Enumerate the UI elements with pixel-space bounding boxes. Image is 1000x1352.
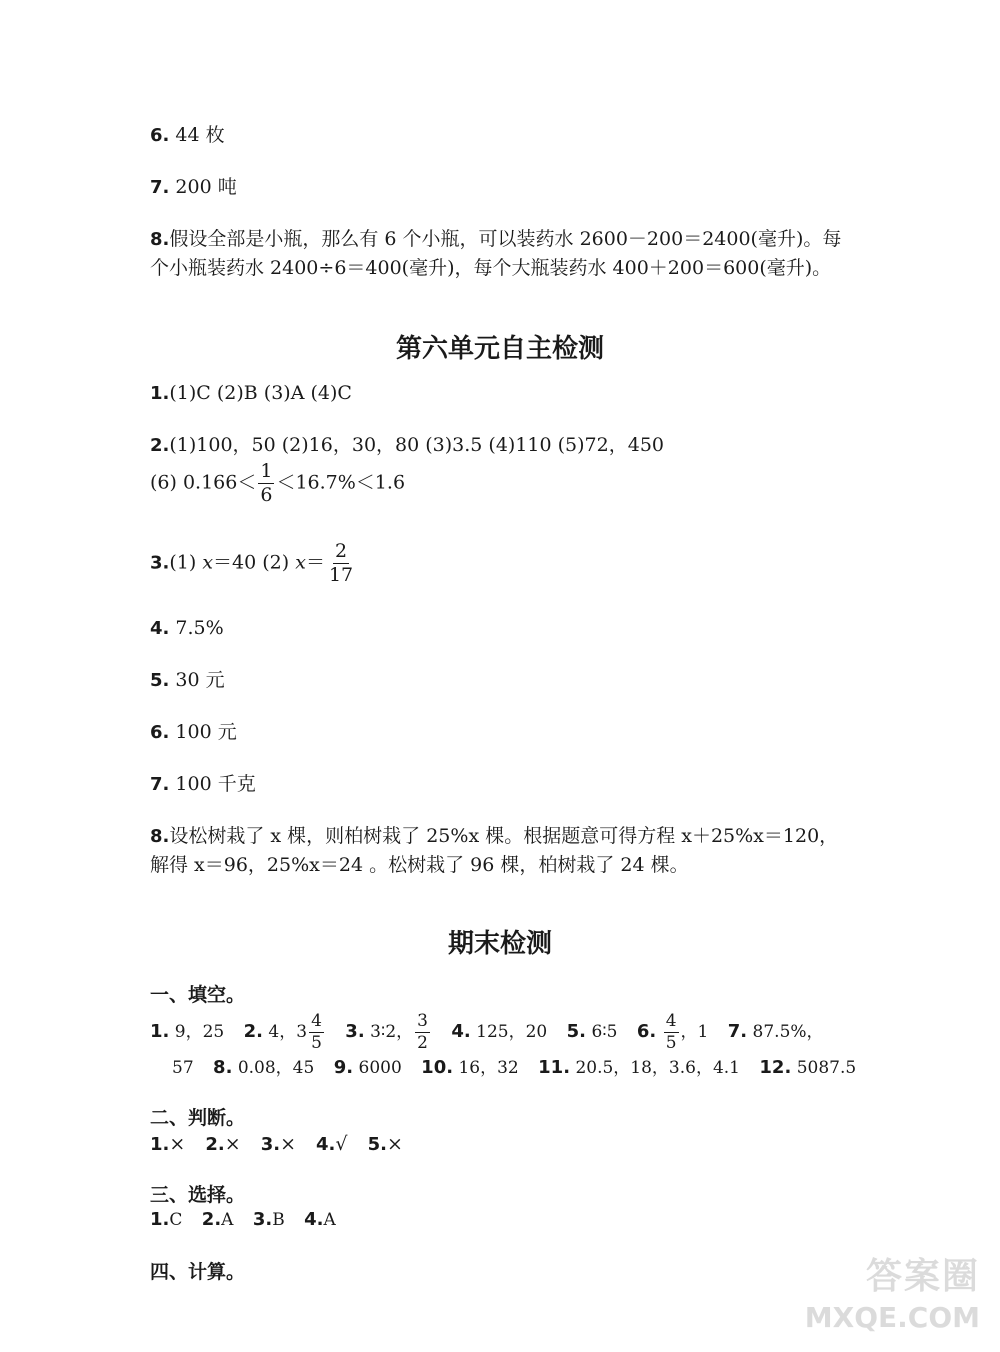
fill-blank-line1: 1. 9，25 2. 4，3 $\frac{4}{5}$ 3. 3∶2， $\frac{3}{2}$ 4. 125，20 5. 6∶5 6. $\frac{4}{5}$ ，1 7. 87.5%， (150, 1011, 824, 1053)
section-choice-title: 三、选择。 (150, 1184, 246, 1206)
fraction: $\frac{1}{6}$ (260, 460, 273, 506)
final-title: 期末检测 (447, 929, 552, 959)
section-calc-title: 四、计算。 (150, 1261, 246, 1283)
unit6-q5: 5. 30 元 (150, 669, 225, 691)
fraction: $\frac{4}{5}$ (665, 1011, 677, 1053)
unit6-q6: 6. 100 元 (150, 721, 237, 743)
unit6-title: 第六单元自主检测 (395, 334, 604, 364)
unit6-q4: 4. 7.5% (150, 617, 224, 639)
answer-8-line2: 个小瓶装药水 2400÷6＝400(毫升)，每个大瓶装药水 400＋200＝600(毫升)。 (150, 257, 832, 279)
choice-answers: 1.C 2.A 3.B 4.A (150, 1209, 336, 1230)
answer-6: 6. 44 枚 (150, 124, 225, 146)
unit6-q8-line1: 8.设松树栽了 x 棵，则柏树栽了 25%x 棵。根据题意可得方程 x＋25%x＝120， (150, 825, 839, 847)
watermark-logo: 答案圈 MXQE.COM (804, 1256, 980, 1334)
unit6-q2-line2: (6) 0.166＜ $\frac{1}{6}$ ＜16.7%＜1.6 (150, 460, 406, 506)
unit6-q3: 3.(1) x＝40 (2) x＝ $\frac{2}{17}$ (150, 540, 354, 586)
fraction: $\frac{2}{17}$ (328, 540, 354, 586)
judge-answers: 1.× 2.× 3.× 4.√ 5.× (150, 1133, 403, 1155)
unit6-q8-line2: 解得 x＝96，25%x＝24 。松树栽了 96 棵，柏树栽了 24 棵。 (150, 854, 689, 876)
unit6-q7: 7. 100 千克 (150, 773, 256, 795)
answer-8-line1: 8.假设全部是小瓶，那么有 6 个小瓶，可以装药水 2600－200＝2400(毫升)。每 (150, 228, 842, 250)
section-fill-blank-title: 一、填空。 (150, 984, 246, 1006)
fraction: $\frac{3}{2}$ (417, 1011, 428, 1053)
answer-7: 7. 200 吨 (150, 176, 237, 198)
unit6-q2-line1: 2.(1)100，50 (2)16，30，80 (3)3.5 (4)110 (5)72，450 (150, 434, 664, 456)
section-judge-title: 二、判断。 (150, 1107, 246, 1129)
fill-blank-line2: 57 8. 0.08，45 9. 6000 10. 16，32 11. 20.5，18，3.6，4.1 12. 5087.5 (172, 1057, 857, 1078)
fraction: $\frac{4}{5}$ (311, 1011, 322, 1053)
unit6-q1: 1.(1)C (2)B (3)A (4)C (150, 382, 352, 404)
